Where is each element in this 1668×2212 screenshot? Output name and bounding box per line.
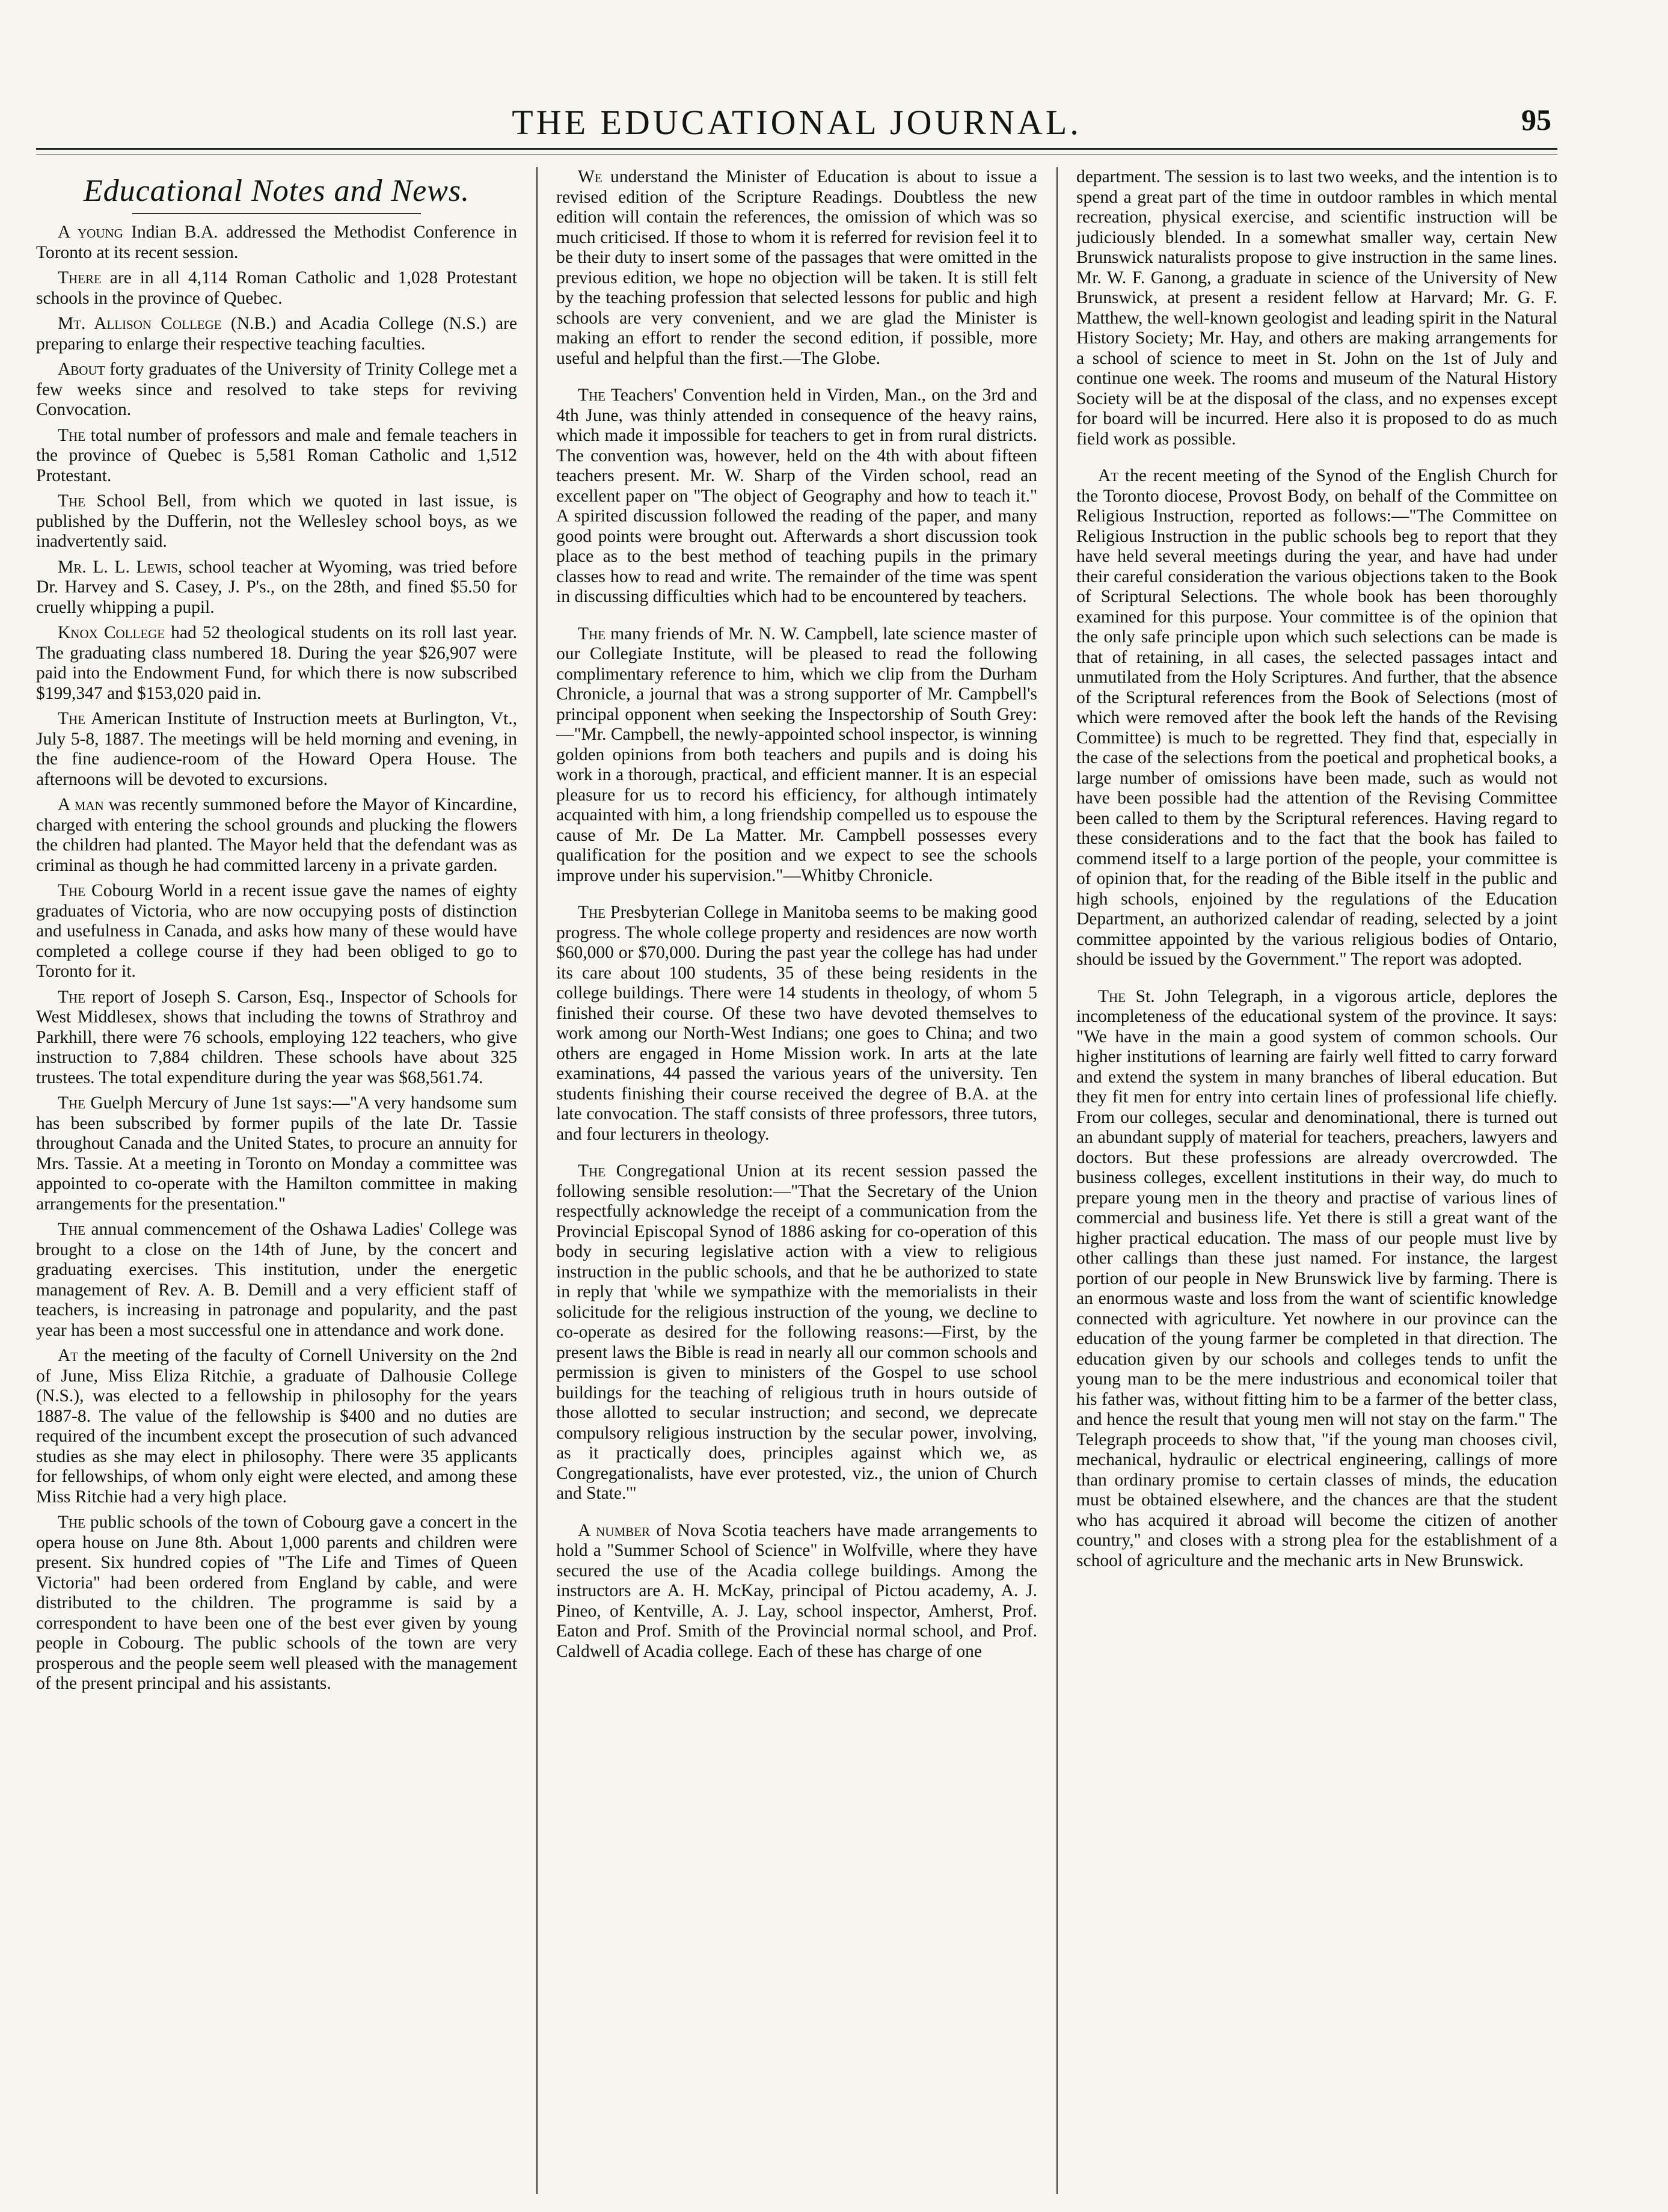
news-paragraph [556,167,1037,369]
paragraph-text: annual commencement of the Oshawa Ladies' College was brought to a close on the 14th of June, by the concert and graduating exercises. This institution, under the energetic management of Rev. A. B. Demill and a very efficient staff of teachers, is increasing in patronage and popularity, and the past year has been a most successful one in attendance and work done. [36,1220,517,1340]
news-paragraph [36,268,517,309]
paragraph-lead: About [58,360,105,379]
paragraph-lead: Mr. L. L. Lewis, [58,557,183,577]
news-paragraph [1076,167,1557,449]
paragraph-lead: A man [58,795,104,814]
paragraph-lead: The [578,624,606,644]
paragraph-text: the meeting of the faculty of Cornell University on the 2nd of June, Miss Eliza Ritchie, a graduate of Dalhousie College (N.S.), was elected to a fellowship in philosophy for the years 1887-8. The value of the fellowship is $400 and no duties are required of the incumbent except the prosecution of such advanced studies as she may elect in philosophy. There were 35 applicants for fellowships, of whom only eight were elected, and among these Miss Ritchie had a very high place. [36,1346,517,1507]
news-paragraph [1076,987,1557,1571]
column-2-body [556,167,1037,1662]
paragraph-lead: The [58,1220,86,1239]
column-3-body [1076,167,1557,1571]
news-paragraph [36,795,517,876]
paragraph-text: Guelph Mercury of June 1st says:—"A very handsome sum has been subscribed by former pupils of the late Dr. Tassie throughout Canada and the United States, to procure an annuity for Mrs. Tassie. At a meeting in Toronto on Monday a committee was appointed to co-operate with the Hamilton committee in making arrangements for the presentation." [36,1093,517,1214]
news-paragraph [36,558,517,618]
news-paragraph [36,623,517,704]
paragraph-text: forty graduates of the University of Trinity College met a few weeks since and resolved to take steps for reviving Convocation. [36,360,517,419]
paragraph-lead: The [58,491,86,511]
paragraph-text: are in all 4,114 Roman Catholic and 1,028 Protestant schools in the province of Quebec. [36,268,517,308]
text-columns [36,167,1557,2200]
paragraph-text: Presbyterian College in Manitoba seems to be making good progress. The whole college property and residences are now worth $60,000 or $70,000. During the past year the college has had under its care about 100 students, 35 of these being residents in the college buildings. There were 14 students in theology, of whom 5 finished their course. Of these two have devoted themselves to work among our North-West Indians; one goes to China; and two others are engaged in Home Mission work. In arts at the late examinations, 44 passed the various years of the university. Ten students finishing their course received the degree of B.A. at the late convocation. The staff consists of three professors, three tutors, and four lecturers in theology. [556,903,1037,1144]
paragraph-lead: The [58,987,86,1007]
news-paragraph [556,386,1037,607]
paragraph-text: American Institute of Instruction meets at Burlington, Vt., July 5-8, 1887. The meetings will be held morning and evening, in the fine audience-room of the Howard Opera House. The afternoons will be devoted to excursions. [36,709,517,789]
paragraph-lead: The [578,386,606,405]
paragraph-lead: A number [578,1520,650,1540]
section-title: Educational Notes and News. [83,174,470,208]
news-paragraph [36,1220,517,1341]
paragraph-lead: At [1098,466,1119,485]
news-paragraph [1076,466,1557,970]
paragraph-lead: Knox College [58,623,165,642]
paragraph-lead: The [58,1513,86,1532]
news-paragraph [36,360,517,420]
paragraph-lead: We [578,167,603,186]
news-paragraph [36,1093,517,1214]
news-paragraph [36,1346,517,1507]
paragraph-lead: A young [58,223,123,242]
header-rule-thin [36,154,1557,155]
column-3 [1076,167,1557,2200]
page-number: 95 [1521,103,1551,137]
news-paragraph [36,223,517,263]
paragraph-text: department. The session is to last two weeks, and the intention is to spend a great part of the time in outdoor rambles in which mental recreation, physical exercise, and scientific instruction will be judiciously blended. In a somewhat smaller way, certain New Brunswick naturalists propose to give instruction in the same lines. Mr. W. F. Ganong, a graduate in science of the University of New Brunswick, at present a resident fellow at Harvard; Mr. G. F. Matthew, the well-known geologist and leading spirit in the Natural History Society; Mr. Hay, and others are making arrangements for a school of science to meet in St. John on the 1st of July and continue one week. The rooms and museum of the Natural History Society will be at the disposal of the class, and no expenses except for board will be incurred. Here also it is proposed to do as much field work as possible. [1076,167,1557,449]
header-rule [36,148,1557,150]
column-1 [36,167,517,2200]
paragraph-text: St. John Telegraph, in a vigorous article, deplores the incompleteness of the educational system of the province. It says: "We have in the main a good system of common schools. Our higher institutions of learning are fairly well fitted to carry forward and extend the system in many branches of liberal education. But they fit men for entry into certain lines of professional life chiefly. From our colleges, secular and denominational, there is turned out an abundant supply of material for teachers, preachers, lawyers and doctors. But these professions are already overcrowded. The business colleges, excellent institutions in their way, do much to prepare young men in the theory and practise of various lines of commercial and business life. Yet there is still a great want of the higher practical education. The mass of our people must live by other callings than these just named. For instance, the largest portion of our people in New Brunswick live by farming. There is an enormous waste and loss from the want of scientific knowledge connected with agriculture. Yet nowhere in our province can the education of the young farmer be completed in that direction. The education given by our schools and colleges tends to unfit the young man to be the mere industrious and economical toiler that his father was, without fitting him to be a farmer of the better class, and hence the result that young men will not stay on the farm." The Telegraph proceeds to show that, "if the young man chooses civil, mechanical, hydraulic or electrical engineering, callings of more than ordinary promise to certain classes of minds, the education must be obtained elsewhere, and the chances are that the student who has acquired it abroad will become the citizen of another country," and closes with a strong plea for the establishment of a school of agriculture and the mechanic arts in New Brunswick. [1076,986,1557,1570]
paragraph-text: report of Joseph S. Carson, Esq., Inspector of Schools for West Middlesex, shows that including the towns of Strathroy and Parkhill, there were 76 schools, employing 122 teachers, who give instruction to 7,884 children. These schools have about 325 trustees. The total expenditure during the year was $68,561.74. [36,987,517,1087]
paragraph-text: was recently summoned before the Mayor of Kincardine, charged with entering the school grounds and plucking the flowers the children had planted. The Mayor held that the defendant was as criminal as though he had committed larceny in a private garden. [36,795,517,875]
column-divider [1056,167,1058,2194]
paragraph-lead: At [58,1346,79,1365]
paragraph-lead: The [1098,986,1126,1006]
paragraph-text: School Bell, from which we quoted in last issue, is published by the Dufferin, not the Wellesley school boys, as we inadvertently said. [36,491,517,551]
news-paragraph [36,491,517,552]
paragraph-lead: The [58,881,86,900]
paragraph-text: Congregational Union at its recent session passed the following sensible resolution:—"That the Secretary of the Union respectfully acknowledge the receipt of a communication from the Provincial Episcopal Synod of 1886 asking for co-operation of this body in securing legislative action with a view to religious instruction in the public schools, and that he be authorized to state in reply that 'while we sympathize with the memorialists in their solicitude for the religious instruction of the young, we decline to co-operate as desired for the following reasons:—First, by the present laws the Bible is read in nearly all our common schools and permission is given to ministers of the Gospel to use school buildings for the teaching of religious truth in hours outside of those allotted to secular instruction; and second, we deprecate compulsory religious instruction by the secular power, involving, as it practically does, principles against which we, as Congregationalists, have ever protested, viz., the union of Church and State.'" [556,1161,1037,1503]
paragraph-text: total number of professors and male and female teachers in the province of Quebec is 5,581 Roman Catholic and 1,512 Protestant. [36,425,517,485]
column-1-body [36,223,517,1694]
paragraph-text: Cobourg World in a recent issue gave the names of eighty graduates of Victoria, who are now occupying posts of distinction and usefulness in Canada, and asks how many of these would have completed a college course if they had been obliged to go to Toronto for it. [36,881,517,981]
paragraph-text: public schools of the town of Cobourg gave a concert in the opera house on June 8th. About 1,000 parents and children were present. Six hundred copies of "The Life and Times of Queen Victoria" had been ordered from England by cable, and were distributed to the children. The programme is said by a correspondent to have been one of the best ever given by young people in Cobourg. The public schools of the town are very prosperous and the people seem well pleased with the management of the present principal and his assistants. [36,1513,517,1693]
news-paragraph [36,314,517,354]
paragraph-lead: The [58,1093,86,1113]
title-rule [132,213,421,214]
paragraph-lead: The [58,425,86,445]
news-paragraph [36,426,517,487]
paragraph-text: Teachers' Convention held in Virden, Man., on the 3rd and 4th June, was thinly attended in consequence of the heavy rains, which made it impossible for teachers to get in from rural districts. The convention was, however, held on the 4th with about fifteen teachers present. Mr. W. Sharp of the Virden school, read an excellent paper on "The object of Geography and how to teach it." A spirited discussion followed the reading of the paper, and many good points were brought out. Afterwards a short discussion took place as to the best method of teaching pupils in the primary classes how to read and write. The remainder of the time was spent in discussing difficulties which had to be encountered by teachers. [556,386,1037,606]
news-paragraph [556,903,1037,1144]
paragraph-text: Indian B.A. addressed the Methodist Conference in Toronto at its recent session. [36,223,517,262]
paragraph-text: understand the Minister of Education is about to issue a revised edition of the Scripture Readings. Doubtless the new edition will contain the references, the omission of which was so much criticised. If those to whom it is referred for revision feel it to be their duty to insert some of the passages that were omitted in the previous edition, we hope no objection will be taken. It is still felt by the teaching profession that selected lessons for public and high schools are very convenient, and we are glad the Minister is making an effort to render the second edition, if possible, more useful and helpful than the first.—The Globe. [556,167,1037,368]
paragraph-text: of Nova Scotia teachers have made arrangements to hold a "Summer School of Science" in Wolfville, where they have secured the use of the Acadia college buildings. Among the instructors are A. H. McKay, principal of Pictou academy, A. J. Pineo, of Kentville, A. J. Lay, school inspector, Amherst, Prof. Eaton and Prof. Smith of the Provincial normal school, and Prof. Caldwell of Acadia college. Each of these has charge of one [556,1520,1037,1661]
paragraph-text: (N.B.) and Acadia College (N.S.) are preparing to enlarge their respective teaching faculties. [36,314,517,354]
paragraph-lead: The [578,1161,606,1181]
column-2 [556,167,1037,2200]
paragraph-text: had 52 theological students on its roll last year. The graduating class numbered 18. During the year $26,907 were paid into the Endowment Fund, for which there is now subscribed $199,347 and $153,020 paid in. [36,623,517,703]
news-paragraph [36,709,517,790]
paragraph-text: many friends of Mr. N. W. Campbell, late science master of our Collegiate Institute, will be pleased to read the following complimentary reference to him, which we clip from the Durham Chronicle, a journal that was a strong supporter of Mr. Campbell's principal opponent when seeking the Inspectorship of South Grey:—"Mr. Campbell, the newly-appointed school inspector, is winning golden opinions from both teachers and pupils and is doing his work in a thorough, practical, and efficient manner. It is an especial pleasure for us to record his efficiency, for although intimately acquainted with him, a long friendship compelled us to espouse the cause of Mr. De La Matter. Mr. Campbell possesses every qualification for the position and we expect to see the schools improve under his supervision."—Whitby Chronicle. [556,624,1037,885]
paragraph-text: the recent meeting of the Synod of the English Church for the Toronto diocese, Provost Body, on behalf of the Committee on Religious Instruction, reported as follows:—"The Committee on Religious Instruction in the public schools beg to report that they have held several meetings during the year, and have had under their careful consideration the various objections taken to the Book of Scriptural Selections. The whole book has been thoroughly examined for this purpose. Your committee is of the opinion that the only safe principle upon which such selections can be made is that of retaining, in all cases, the selected passages intact and unmutilated from the Holy Scriptures. And further, that the absence of the Scriptural references from the Book of Selections (most of which were removed after the book left the hands of the Revising Committee) is much to be regretted. They find that, especially in the case of the selections from the poetical and prophetical books, a large number of omissions have been made, such as would not have been possible had the attention of the Revising Committee been called to them by the Scriptural references. Having regard to these considerations and to the fact that the book has failed to commend itself to a large portion of the people, your committee is of opinion that, for the reading of the Bible itself in the public and high schools, enjoined by the regulations of the Education Department, an authorized calendar of reading, selected by a joint committee appointed by the various religious bodies of Ontario, should be issued by the Government." The report was adopted. [1076,466,1557,969]
news-paragraph [36,1513,517,1694]
paragraph-lead: There [58,268,102,287]
news-paragraph [36,988,517,1089]
news-paragraph [36,881,517,982]
paragraph-lead: Mt. Allison College [58,314,222,333]
column-divider [536,167,538,2194]
paragraph-lead: The [58,709,86,728]
paragraph-text: school teacher at Wyoming, was tried before Dr. Harvey and S. Casey, J. P's., on the 28th, and fined $5.50 for cruelly whipping a pupil. [36,557,517,617]
news-paragraph [556,1161,1037,1504]
news-paragraph [556,1521,1037,1662]
news-paragraph [556,624,1037,886]
paragraph-lead: The [578,903,606,922]
page-header [36,90,1557,150]
running-title: THE EDUCATIONAL JOURNAL. [512,103,1082,142]
